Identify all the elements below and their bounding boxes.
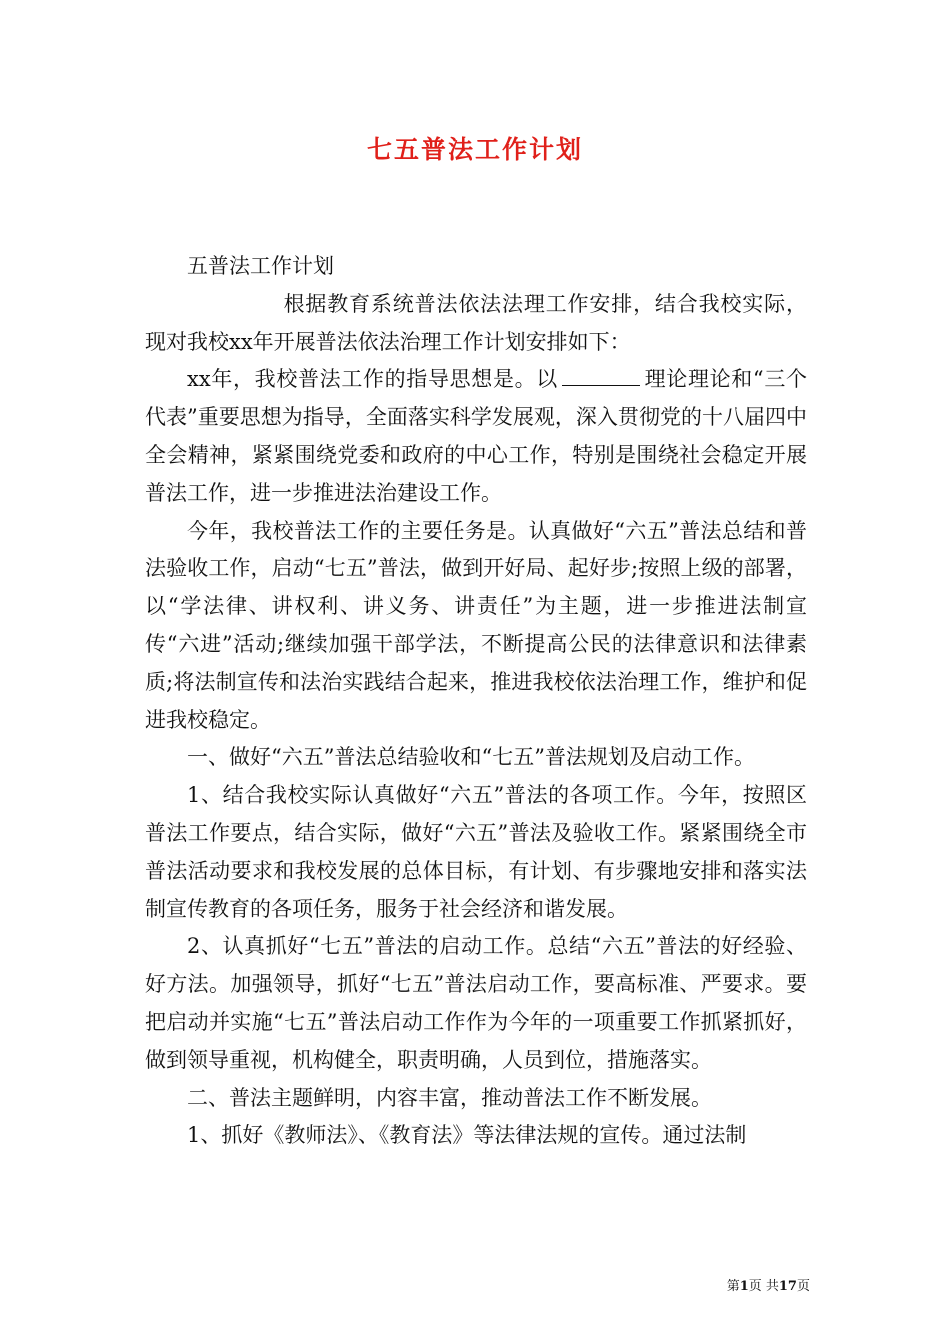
document-title: 七五普法工作计划 [366,135,583,164]
guiding-thought-paragraph [145,361,807,512]
section-heading-2: 二、普法主题鲜明，内容丰富，推动普法工作不断发展。 [187,1085,712,1110]
footer-prefix: 第 [726,1279,740,1294]
blank-underline [562,367,640,386]
intro-paragraph: 根据教育系统普法依法法理工作安排，结合我校实际，现对我校xx年开展普法依法治理工作计划安排如下： [145,291,807,354]
document-body [145,248,807,1155]
item-1-2-paragraph: 2、认真抓好“七五”普法的启动工作。总结“六五”普法的好经验、好方法。加强领导，抓好“七五”普法启动工作，要高标准、严要求。要把启动并实施“七五”普法启动工作作为今年的一项重要工作抓紧抓好，做到领导重视，机构健全，职责明确，人员到位，措施落实。 [145,934,807,1072]
guiding-thought-rest: 理论理论和“三个代表”重要思想为指导，全面落实科学发展观，深入贯彻党的十八届四中全会精神，紧紧围绕党委和政府的中心工作，特别是围绕社会稳定开展普法工作，进一步推进法治建设工作。 [145,367,807,505]
footer-middle: 页 共 [748,1279,779,1294]
page-number-footer [700,1275,810,1294]
footer-suffix: 页 [796,1279,810,1294]
subtitle-paragraph: 五普法工作计划 [187,254,334,278]
item-2-1-paragraph: 1、抓好《教师法》、《教育法》等法律法规的宣传。通过法制 [187,1123,747,1148]
main-tasks-paragraph: 今年，我校普法工作的主要任务是。认真做好“六五”普法总结和普法验收工作，启动“七五”普法，做到开好局、起好步;按照上级的部署，以“学法律、讲权利、讲义务、讲责任”为主题，进一步推进法制宣传“六进”活动;继续加强干部学法，不断提高公民的法律意识和法律素质;将法制宣传和法治实践结合起来，推进我校依法治理工作，维护和促进我校稳定。 [145,518,807,732]
item-1-1-paragraph: 1、结合我校实际认真做好“六五”普法的各项工作。今年，按照区普法工作要点，结合实际，做好“六五”普法及验收工作。紧紧围绕全市普法活动要求和我校发展的总体目标，有计划、有步骤地安排和落实法制宣传教育的各项任务，服务于社会经济和谐发展。 [145,783,807,921]
guiding-thought-lead: xx年，我校普法工作的指导思想是。以 [187,367,558,392]
section-heading-1: 一、做好“六五”普法总结验收和“七五”普法规划及启动工作。 [187,745,755,770]
current-page-number: 1 [739,1279,749,1294]
total-page-count: 17 [778,1279,797,1294]
